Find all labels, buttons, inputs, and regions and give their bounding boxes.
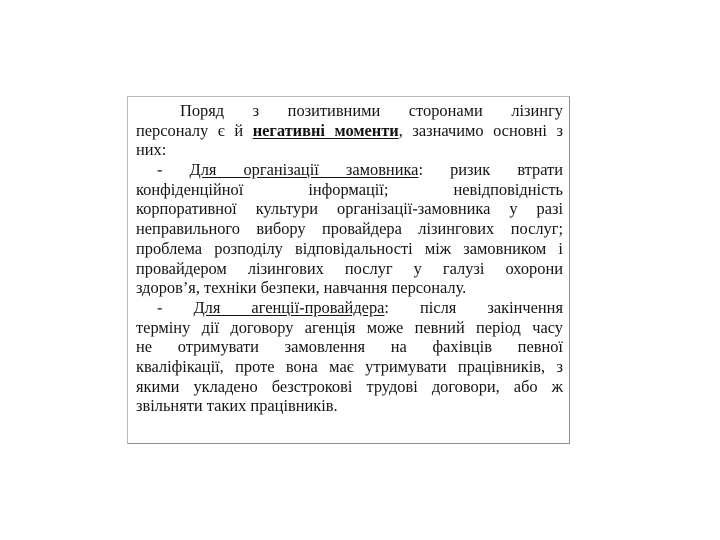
text-line bbox=[136, 318, 563, 338]
text-segment: провайдером лізингових послуг у галузі охорони bbox=[136, 258, 563, 278]
text-line bbox=[136, 160, 563, 180]
emphasized-text: негативні моменти bbox=[252, 120, 399, 140]
text-segment: них: bbox=[136, 140, 167, 160]
text-line bbox=[136, 259, 563, 279]
text-segment: звільняти таких працівників. bbox=[136, 396, 338, 416]
text-segment: Поряд з позитивними сторонами лізингу bbox=[180, 101, 563, 120]
text-line bbox=[136, 101, 563, 121]
text-segment: : після закінчення bbox=[384, 297, 563, 317]
text-line bbox=[136, 298, 563, 318]
text-line bbox=[136, 377, 563, 397]
text-line bbox=[136, 199, 563, 219]
text-segment: , зазначимо основні з bbox=[398, 120, 563, 140]
text-line bbox=[136, 121, 563, 141]
text-segment: якими укладено безстрокові трудові договори, або ж bbox=[136, 376, 563, 396]
document-text-box bbox=[127, 96, 570, 444]
text-line bbox=[136, 219, 563, 239]
text-segment: - bbox=[157, 160, 190, 180]
text-segment: терміну дії договору агенція може певний період часу bbox=[136, 317, 563, 337]
text-segment: неправильного вибору провайдера лізингових послуг; bbox=[136, 219, 563, 239]
emphasized-text: Для організації замовника bbox=[189, 160, 419, 180]
text-segment: кваліфікації, проте вона має утримувати працівників, з bbox=[136, 356, 563, 376]
text-line bbox=[136, 239, 563, 259]
text-line bbox=[136, 278, 563, 298]
text-segment: конфіденційної інформації; невідповідність bbox=[136, 179, 563, 199]
text-segment: персоналу є й bbox=[136, 120, 253, 140]
text-segment: проблема розподілу відповідальності між замовником і bbox=[136, 238, 563, 258]
text-segment: : ризик втрати bbox=[418, 160, 563, 180]
text-segment: - bbox=[157, 297, 194, 317]
text-line bbox=[136, 337, 563, 357]
text-line bbox=[136, 396, 563, 416]
text-line bbox=[136, 180, 563, 200]
text-segment: здоров’я, техніки безпеки, навчання персоналу. bbox=[136, 278, 467, 298]
text-line bbox=[136, 140, 563, 160]
emphasized-text: Для агенції-провайдера bbox=[193, 297, 385, 317]
text-segment: корпоративної культури організації-замовника у разі bbox=[136, 199, 563, 219]
text-segment: не отримувати замовлення на фахівців певної bbox=[136, 337, 563, 357]
text-line bbox=[136, 357, 563, 377]
